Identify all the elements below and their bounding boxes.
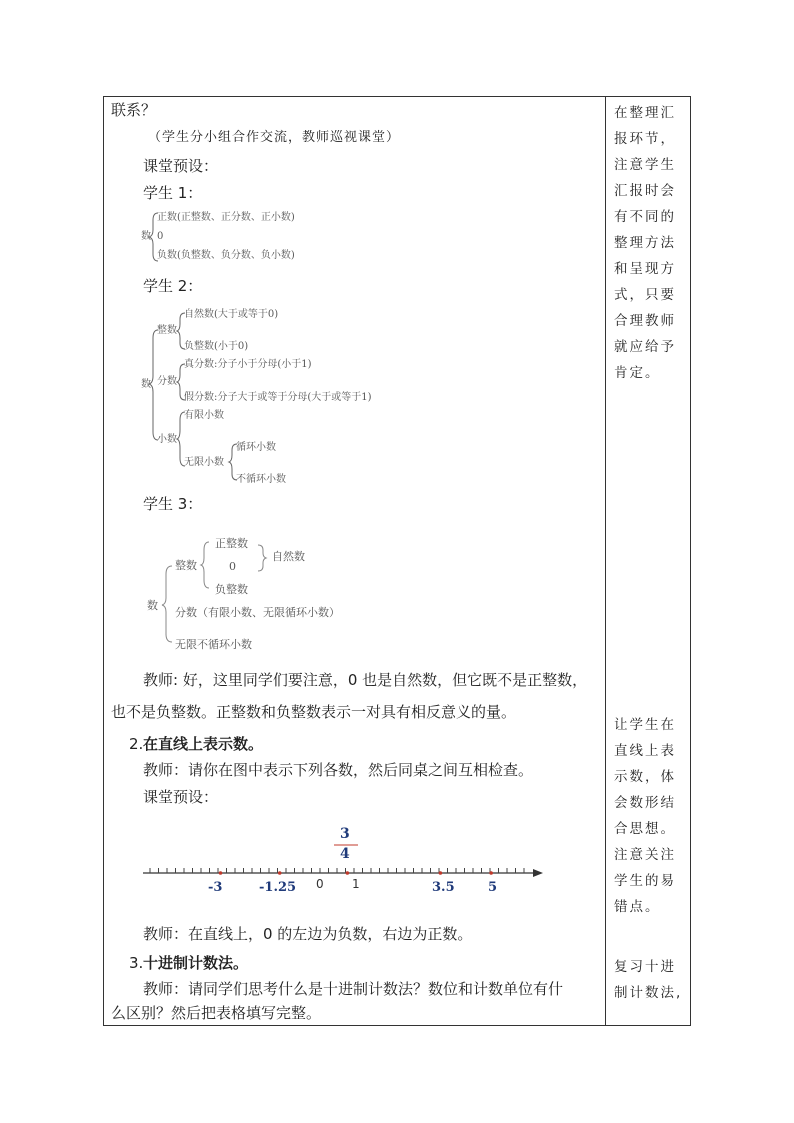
s3-posint: 正整数	[215, 537, 248, 550]
s2-negint: 负整数(小于0)	[184, 341, 249, 352]
student3-label: 学生 3：	[143, 495, 203, 513]
s2-repeating: 循环小数	[236, 442, 276, 453]
section2-number: 2.	[129, 735, 144, 753]
s1-positive: 正数(正整数、正分数、正小数)	[157, 212, 295, 223]
fraction-numerator: 3	[340, 826, 350, 842]
s3-irrational: 无限不循环小数	[175, 638, 252, 651]
s2-fraction: 分数	[157, 376, 177, 387]
s3-zero: 0	[229, 560, 236, 573]
s2-integer: 整数	[157, 325, 177, 336]
s3-negint: 负整数	[215, 583, 248, 596]
section3-title: 十进制计数法。	[143, 954, 249, 972]
text-group-work: （学生分小组合作交流，教师巡视课堂）	[148, 130, 401, 145]
s2-decimal: 小数	[157, 434, 177, 445]
s3-integer: 整数	[175, 559, 197, 572]
text-preset-1: 课堂预设：	[143, 157, 219, 175]
student2-label: 学生 2：	[143, 277, 203, 295]
label-one: 1	[352, 877, 360, 891]
s2-finite: 有限小数	[184, 410, 224, 421]
teacher-note-a: 教师: 好，这里同学们要注意，0 也是自然数，但它既不是正整数，	[143, 671, 588, 689]
text-connection: 联系？	[111, 101, 157, 119]
label-neg3: -3	[208, 880, 223, 895]
s2-proper: 真分数:分子小于分母(小于1)	[184, 359, 312, 370]
s2-improper: 假分数:分子大于或等于分母(大于或等于1)	[184, 392, 372, 403]
side-note-3: 复习十进 制计数法,	[614, 959, 683, 1001]
label-3-5: 3.5	[432, 880, 455, 895]
s1-zero: 0	[157, 231, 164, 242]
student1-label: 学生 1：	[143, 184, 203, 202]
s2-infinite: 无限小数	[184, 457, 224, 468]
section2-teacher: 教师：请你在图中表示下列各数，然后同桌之间互相检查。	[143, 761, 534, 779]
fraction-denominator: 4	[340, 846, 350, 862]
s1-negative: 负数(负整数、负分数、负小数)	[157, 250, 295, 261]
label-neg1-25: -1.25	[259, 880, 297, 895]
s3-fraction: 分数（有限小数、无限循环小数）	[175, 606, 340, 619]
section3-number: 3.	[129, 954, 144, 972]
s2-root: 数	[141, 379, 151, 390]
point-marker	[489, 871, 493, 875]
number-line-arrow	[533, 869, 543, 877]
side-note-2: 让学生在 直线上表 示数，体 会数形结 合思想。 注意关注 学生的易 错点。	[614, 717, 676, 915]
point-marker	[278, 871, 282, 875]
section2-note: 教师：在直线上，0 的左边为负数，右边为正数。	[143, 925, 473, 943]
s2-nonrepeating: 不循环小数	[236, 474, 286, 485]
section2-title: 在直线上表示数。	[143, 735, 264, 753]
point-marker	[219, 871, 223, 875]
teacher-note-b: 也不是负整数。正整数和负整数表示一对具有相反意义的量。	[111, 703, 517, 721]
section3-teacher-b: 么区别？然后把表格填写完整。	[111, 1004, 322, 1022]
s1-root: 数	[141, 231, 151, 242]
section3-teacher-a: 教师：请同学们思考什么是十进制计数法？数位和计数单位有什	[143, 980, 564, 998]
text-preset-2: 课堂预设：	[143, 788, 219, 806]
s3-natural: 自然数	[272, 550, 305, 563]
point-marker	[439, 871, 443, 875]
s3-root: 数	[147, 599, 158, 612]
s2-natural: 自然数(大于或等于0)	[184, 309, 279, 320]
label-zero: 0	[316, 877, 324, 891]
label-five: 5	[488, 880, 498, 895]
point-marker	[346, 871, 350, 875]
side-note-1: 在整理汇 报环节， 注意学生 汇报时会 有不同的 整理方法 和呈现方 式，只要 合理教师 就应给予 肯定。	[614, 105, 676, 381]
